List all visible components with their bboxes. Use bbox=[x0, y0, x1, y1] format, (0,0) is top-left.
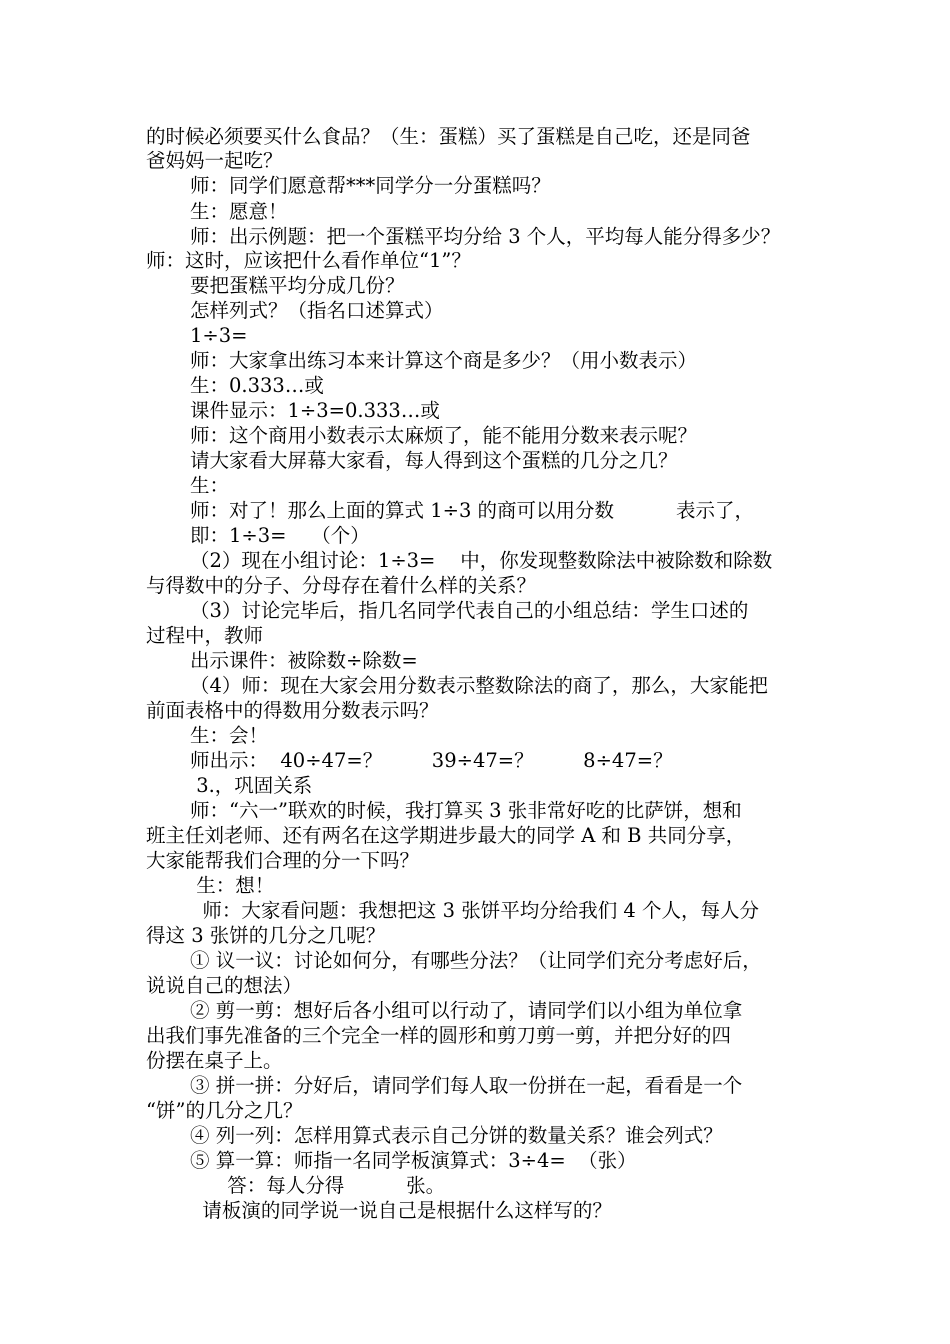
text-line: 说说自己的想法） bbox=[146, 974, 303, 997]
text-line: 与得数中的分子、分母存在着什么样的关系？ bbox=[146, 574, 537, 597]
text-line: 师：出示例题：把一个蛋糕平均分给 3 个人，平均每人能分得多少？ bbox=[190, 225, 781, 248]
text-line: 师：对了！那么上面的算式 1÷3 的商可以用分数 表示了， bbox=[190, 499, 755, 522]
text-line: 前面表格中的得数用分数表示吗？ bbox=[146, 699, 439, 722]
text-line: 生：愿意！ bbox=[190, 200, 288, 223]
text-line: ④ 列一列：怎样用算式表示自己分饼的数量关系？谁会列式？ bbox=[190, 1124, 723, 1147]
text-line: 即：1÷3= （个） bbox=[190, 524, 370, 547]
text-line: 生：想！ bbox=[190, 874, 275, 897]
text-line: 师：这个商用小数表示太麻烦了，能不能用分数来表示呢？ bbox=[190, 424, 698, 447]
text-line: 课件显示：1÷3=0.333…或 bbox=[190, 399, 440, 422]
text-line: 3.，巩固关系 bbox=[190, 774, 313, 797]
text-line: （2）现在小组讨论：1÷3= 中，你发现整数除法中被除数和除数 bbox=[190, 549, 773, 572]
text-line: 师：同学们愿意帮***同学分一分蛋糕吗？ bbox=[190, 174, 551, 197]
text-line: “饼”的几分之几？ bbox=[146, 1099, 303, 1122]
text-line: 师：大家拿出练习本来计算这个商是多少？（用小数表示） bbox=[190, 349, 698, 372]
text-line: 怎样列式？（指名口述算式） bbox=[190, 299, 444, 322]
text-line: 过程中，教师 bbox=[146, 624, 264, 647]
text-line: 师：“六一”联欢的时候，我打算买 3 张非常好吃的比萨饼，想和 bbox=[190, 799, 742, 822]
text-line: 1÷3= bbox=[190, 324, 248, 347]
text-line: ① 议一议：讨论如何分，有哪些分法？（让同学们充分考虑好后， bbox=[190, 949, 762, 972]
text-line: 出我们事先准备的三个完全一样的圆形和剪刀剪一剪，并把分好的四 bbox=[146, 1024, 732, 1047]
text-line: 师：这时，应该把什么看作单位“1”？ bbox=[146, 249, 471, 272]
text-line: （4）师：现在大家会用分数表示整数除法的商了，那么，大家能把 bbox=[190, 674, 768, 697]
text-line: 班主任刘老师、还有两名在这学期进步最大的同学 A 和 B 共同分享， bbox=[146, 824, 746, 847]
text-line: 答：每人分得 张。 bbox=[190, 1174, 446, 1197]
text-line: 要把蛋糕平均分成几份？ bbox=[190, 274, 405, 297]
text-line: ③ 拼一拼：分好后，请同学们每人取一份拼在一起，看看是一个 bbox=[190, 1074, 743, 1097]
text-line: ⑤ 算一算：师指一名同学板演算式：3÷4= （张） bbox=[190, 1149, 637, 1172]
text-line: 得这 3 张饼的几分之几呢？ bbox=[146, 924, 386, 947]
text-line: 生：会！ bbox=[190, 724, 269, 747]
text-line: （3）讨论完毕后，指几名同学代表自己的小组总结：学生口述的 bbox=[190, 599, 749, 622]
text-line: 爸妈妈一起吃？ bbox=[146, 149, 283, 172]
text-line: 的时候必须要买什么食品？（生：蛋糕）买了蛋糕是自己吃，还是同爸 bbox=[146, 125, 751, 148]
text-line: 请板演的同学说一说自己是根据什么这样写的？ bbox=[190, 1199, 612, 1222]
text-line: 份摆在桌子上。 bbox=[146, 1049, 283, 1072]
text-line: 生：0.333…或 bbox=[190, 374, 324, 397]
text-line: ② 剪一剪：想好后各小组可以行动了，请同学们以小组为单位拿 bbox=[190, 999, 743, 1022]
text-line: 师：大家看问题：我想把这 3 张饼平均分给我们 4 个人，每人分 bbox=[190, 899, 760, 922]
text-line: 生： bbox=[190, 474, 230, 497]
text-line: 请大家看大屏幕大家看，每人得到这个蛋糕的几分之几？ bbox=[190, 449, 678, 472]
text-line: 出示课件：被除数÷除数= bbox=[190, 649, 418, 672]
text-line: 师出示： 40÷47=？ 39÷47=？ 8÷47=？ bbox=[190, 749, 673, 772]
text-line: 大家能帮我们合理的分一下吗？ bbox=[146, 849, 420, 872]
